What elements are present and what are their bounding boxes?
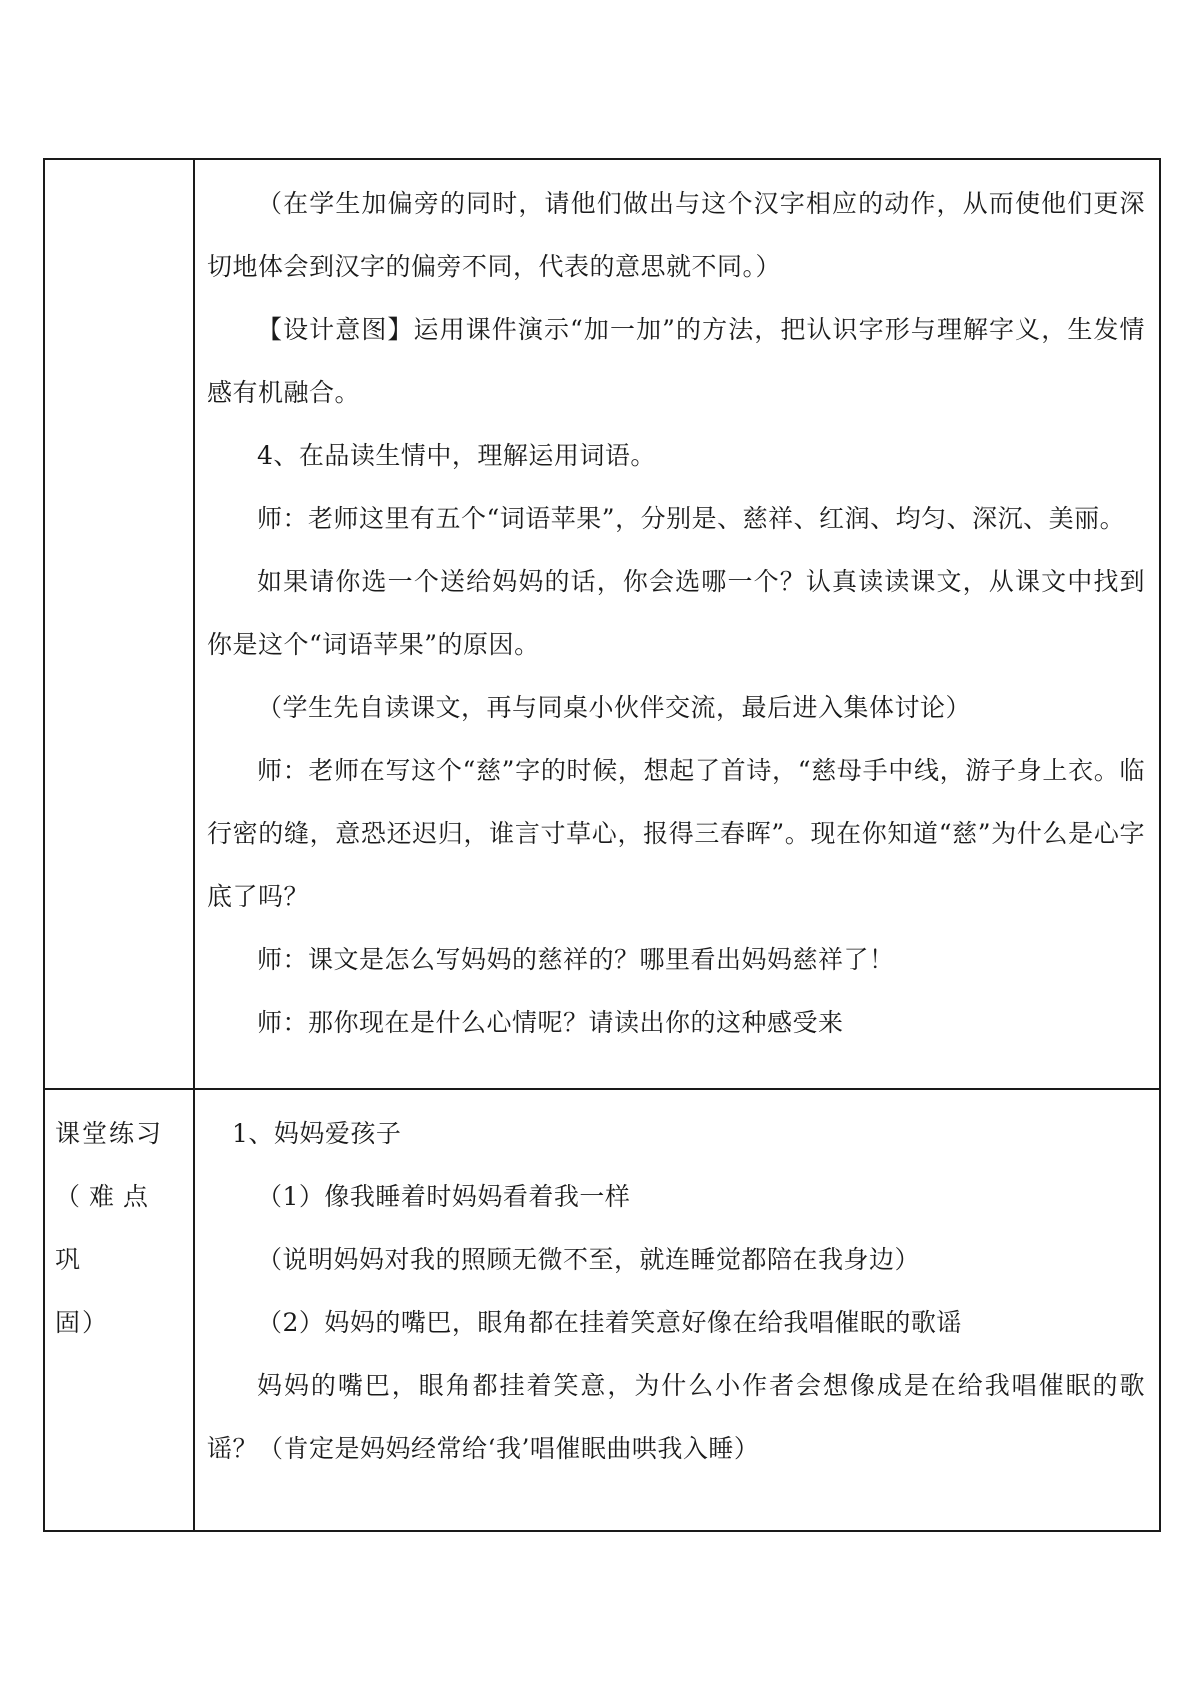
row-content-cell	[194, 1089, 1160, 1531]
label-line: 课堂练习	[55, 1119, 164, 1148]
paragraph: 4、在品读生情中，理解运用词语。	[257, 441, 656, 470]
paragraph: （1）像我睡着时妈妈看着我一样	[257, 1182, 631, 1211]
paragraph: 师：那你现在是什么心情呢？请读出你的这种感受来	[257, 1008, 844, 1037]
table-row	[44, 1089, 1160, 1531]
paragraph: （说明妈妈对我的照顾无微不至，就连睡觉都陪在我身边）	[257, 1245, 921, 1274]
lesson-plan-table	[43, 158, 1161, 1532]
row-label	[45, 1090, 193, 1354]
row-label	[45, 160, 193, 172]
row-content-cell	[194, 159, 1160, 1089]
paragraph: 妈妈的嘴巴，眼角都挂着笑意，为什么小作者会想像成是在给我唱催眠的歌谣？（肯定是妈妈经常给‘我’唱催眠曲哄我入睡）	[207, 1371, 1145, 1463]
paragraph: 师：老师在写这个“慈”字的时候，想起了首诗，“慈母手中线，游子身上衣。临行密的缝，意恐还迟归，谁言寸草心，报得三春晖”。现在你知道“慈”为什么是心字底了吗？	[207, 756, 1145, 911]
label-line: （难点巩	[55, 1182, 158, 1274]
paragraph: 1、妈妈爱孩子	[232, 1119, 402, 1148]
paragraph: 如果请你选一个送给妈妈的话，你会选哪一个？认真读读课文，从课文中找到你是这个“词语苹果”的原因。	[207, 567, 1145, 659]
row-label-cell	[44, 1089, 194, 1531]
paragraph: （2）妈妈的嘴巴，眼角都在挂着笑意好像在给我唱催眠的歌谣	[257, 1308, 962, 1337]
paragraph: （学生先自读课文，再与同桌小伙伴交流，最后进入集体讨论）	[257, 693, 972, 722]
row-label-cell	[44, 159, 194, 1089]
table-row	[44, 159, 1160, 1089]
paragraph: 师：课文是怎么写妈妈的慈祥的？哪里看出妈妈慈祥了！	[257, 945, 895, 974]
paragraph: （在学生加偏旁的同时，请他们做出与这个汉字相应的动作，从而使他们更深切地体会到汉字的偏旁不同，代表的意思就不同。）	[207, 189, 1145, 281]
paragraph: 【设计意图】运用课件演示“加一加”的方法，把认识字形与理解字义，生发情感有机融合。	[207, 315, 1145, 407]
label-line: 固）	[55, 1308, 110, 1337]
paragraph: 师：老师这里有五个“词语苹果”，分别是、慈祥、红润、均匀、深沉、美丽。	[257, 504, 1126, 533]
